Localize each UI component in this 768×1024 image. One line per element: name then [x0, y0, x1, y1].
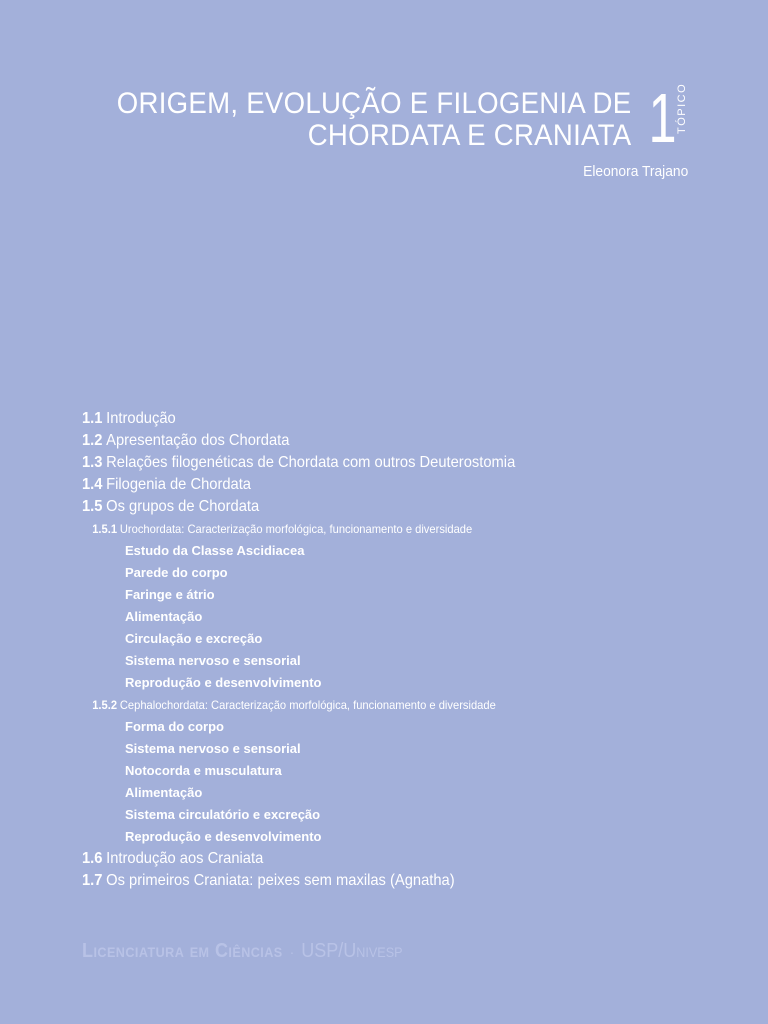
toc-item[interactable]: Circulação e excreção: [125, 631, 263, 646]
table-of-contents: [82, 408, 702, 892]
toc-section-1-5[interactable]: [82, 496, 652, 518]
toc-item[interactable]: Sistema circulatório e excreção: [125, 807, 321, 822]
toc-section-1-6[interactable]: [82, 848, 652, 870]
toc-item[interactable]: Reprodução e desenvolvimento: [125, 829, 322, 844]
chapter-title: [72, 88, 631, 152]
topic-number: 1: [648, 79, 677, 157]
toc-number: 1.3: [82, 454, 103, 471]
toc-text: Relações filogenéticas de Chordata com outros Deuterostomia: [106, 454, 516, 471]
toc-section-1-2[interactable]: [82, 430, 652, 452]
toc-item[interactable]: Alimentação: [125, 609, 203, 624]
toc-text: Filogenia de Chordata: [106, 476, 251, 493]
toc-number: 1.6: [82, 850, 103, 867]
toc-item[interactable]: Sistema nervoso e sensorial: [125, 741, 301, 756]
toc-section-1-3[interactable]: [82, 452, 652, 474]
toc-section-1-4[interactable]: [82, 474, 652, 496]
title-block: [72, 79, 688, 157]
toc-item[interactable]: Alimentação: [125, 785, 203, 800]
toc-item[interactable]: Faringe e átrio: [125, 587, 215, 602]
toc-number: 1.5.1: [92, 522, 118, 536]
toc-text: Apresentação dos Chordata: [106, 432, 290, 449]
toc-item[interactable]: Estudo da Classe Ascidiacea: [125, 543, 305, 558]
chapter-title-line-1: ORIGEM, EVOLUÇÃO E FILOGENIA DE: [116, 87, 632, 120]
toc-text: Urochordata: Caracterização morfológica, funcionamento e diversidade: [119, 522, 473, 536]
footer: [82, 940, 403, 963]
institution-name: USP/Univesp: [301, 940, 403, 962]
toc-subsection-1-5-1[interactable]: [82, 518, 659, 540]
toc-number: 1.7: [82, 872, 103, 889]
toc-number: 1.5: [82, 498, 103, 515]
author-name: Eleonora Trajano: [582, 163, 688, 180]
toc-item[interactable]: Notocorda e musculatura: [125, 763, 282, 778]
toc-text: Introdução: [106, 410, 176, 427]
chapter-title-line-2: CHORDATA E CRANIATA: [307, 119, 632, 152]
toc-section-1-7[interactable]: [82, 870, 652, 892]
toc-item[interactable]: Parede do corpo: [125, 565, 228, 580]
footer-separator: ·: [289, 944, 295, 960]
toc-number: 1.2: [82, 432, 103, 449]
toc-section-1-1[interactable]: [82, 408, 652, 430]
toc-subsection-1-5-2[interactable]: [82, 694, 659, 716]
toc-text: Introdução aos Craniata: [106, 850, 264, 867]
toc-text: Os primeiros Craniata: peixes sem maxilas (Agnatha): [106, 872, 455, 889]
toc-number: 1.4: [82, 476, 103, 493]
toc-text: Os grupos de Chordata: [106, 498, 260, 515]
topic-label: TÓPICO: [676, 82, 688, 134]
toc-item[interactable]: Reprodução e desenvolvimento: [125, 675, 322, 690]
toc-text: Cephalochordata: Caracterização morfológica, funcionamento e diversidade: [119, 698, 496, 712]
toc-number: 1.5.2: [92, 698, 118, 712]
toc-number: 1.1: [82, 410, 103, 427]
course-name: Licenciatura em Ciências: [82, 940, 283, 962]
toc-item[interactable]: Sistema nervoso e sensorial: [125, 653, 301, 668]
toc-item[interactable]: Forma do corpo: [125, 719, 224, 734]
